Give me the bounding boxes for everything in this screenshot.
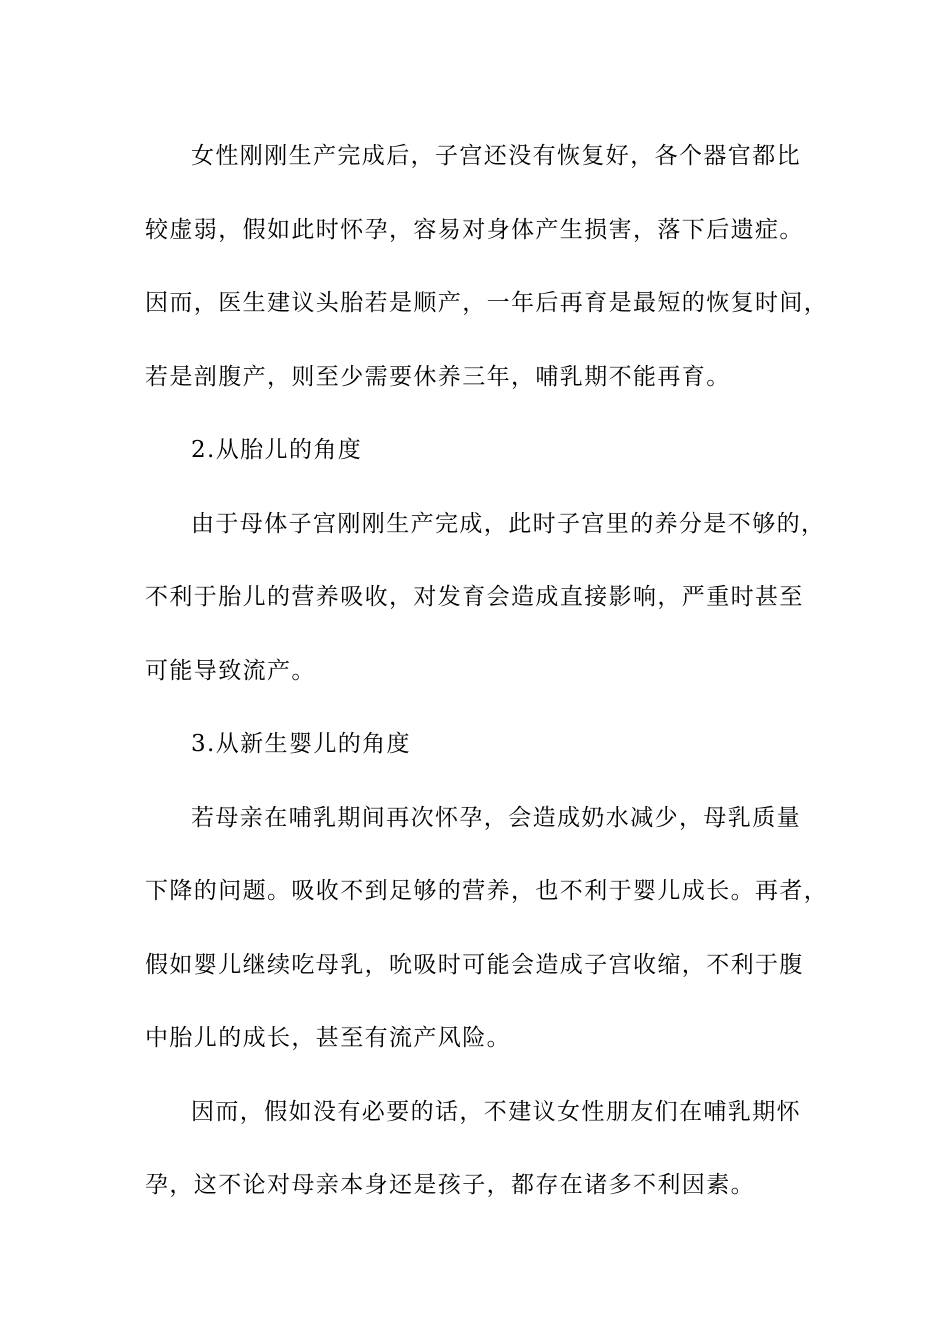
text-line: 若母亲在哺乳期间再次怀孕，会造成奶水减少，母乳质量 <box>191 804 801 831</box>
heading-text: 3.从新生婴儿的角度 <box>191 731 411 757</box>
paragraph-postpartum-mother <box>145 120 829 414</box>
text-line: 中胎儿的成长，甚至有流产风险。 <box>145 1025 511 1051</box>
document-body <box>145 120 829 1223</box>
text-line: 因而，假如没有必要的话，不建议女性朋友们在哺乳期怀 <box>191 1098 801 1125</box>
text-line: 假如婴儿继续吃母乳，吮吸时可能会造成子宫收缩，不利于腹 <box>145 951 804 978</box>
section-heading-newborn <box>145 708 805 782</box>
text-line: 较虚弱，假如此时怀孕，容易对身体产生损害，落下后遗症。 <box>145 216 804 243</box>
heading-text: 2.从胎儿的角度 <box>191 437 363 463</box>
text-line: 不利于胎儿的营养吸收，对发育会造成直接影响，严重时甚至 <box>145 584 804 610</box>
text-line: 因而，医生建议头胎若是顺产，一年后再育是最短的恢复时间， <box>145 290 829 316</box>
text-line: 女性刚刚生产完成后，子宫还没有恢复好，各个器官都比 <box>191 143 801 169</box>
paragraph-newborn <box>145 782 829 1076</box>
text-line: 可能导致流产。 <box>145 657 316 684</box>
section-heading-fetus <box>145 414 805 488</box>
paragraph-conclusion <box>145 1076 805 1223</box>
text-line: 下降的问题。吸收不到足够的营养，也不利于婴儿成长。再者， <box>145 878 829 904</box>
text-line: 由于母体子宫刚刚生产完成，此时子宫里的养分是不够的， <box>191 510 826 537</box>
text-line: 若是剖腹产，则至少需要休养三年，哺乳期不能再育。 <box>145 363 731 390</box>
text-line: 孕，这不论对母亲本身还是孩子，都存在诸多不利因素。 <box>145 1172 755 1198</box>
paragraph-fetus <box>145 488 826 709</box>
